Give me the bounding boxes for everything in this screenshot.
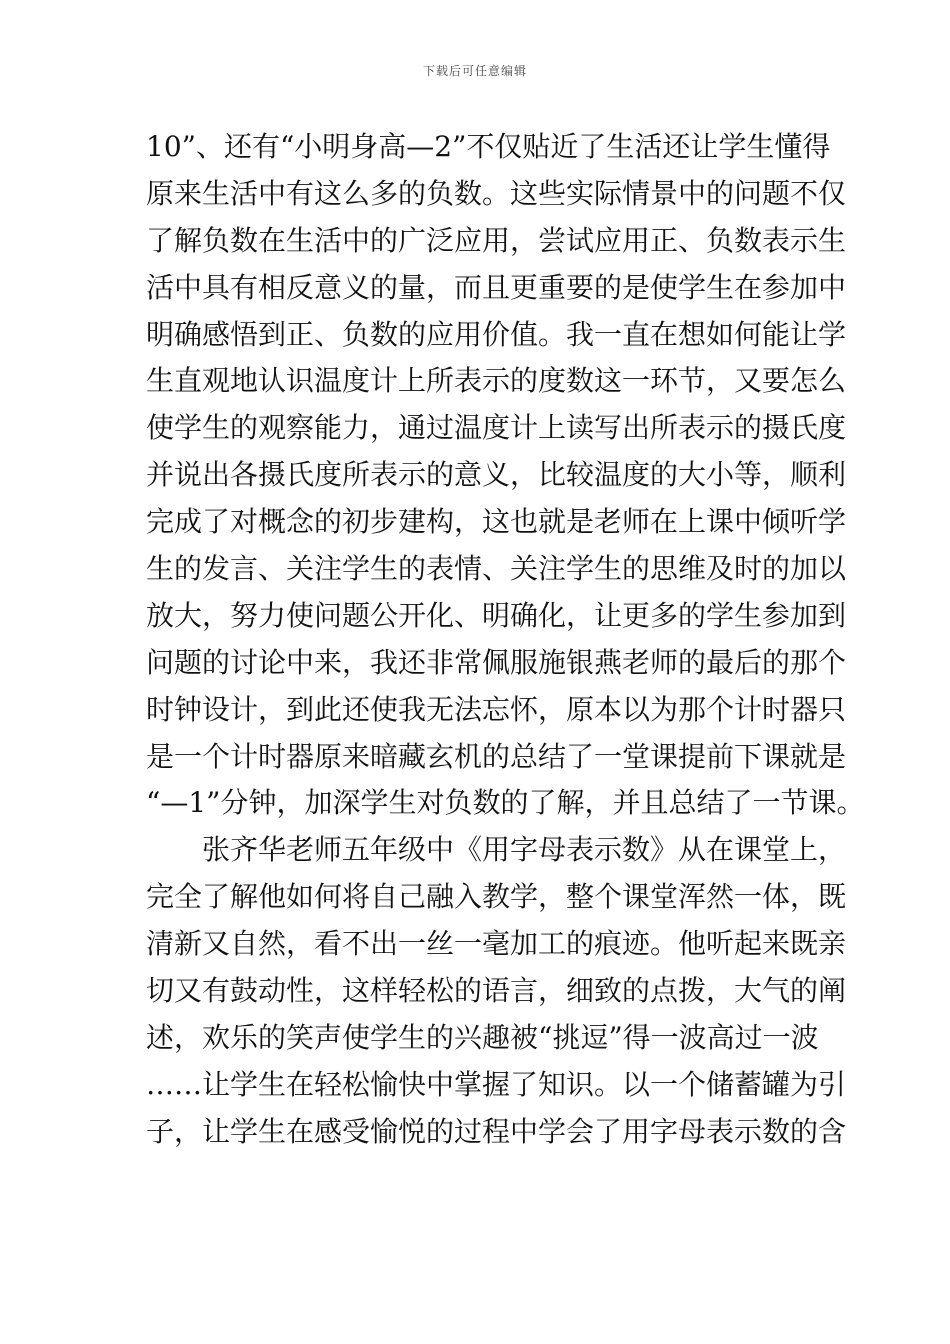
- text-line: 子，让学生在感受愉悦的过程中学会了用字母表示数的含: [146, 1114, 847, 1148]
- text-line: 活中具有相反意义的量，而且更重要的是使学生在参加中: [146, 270, 847, 304]
- text-line: 并说出各摄氏度所表示的意义，比较温度的大小等，顺利: [146, 458, 847, 492]
- text-line: ……让学生在轻松愉快中掌握了知识。以一个储蓄罐为引: [146, 1067, 847, 1101]
- text-line: 明确感悟到正、负数的应用价值。我一直在想如何能让学: [146, 317, 847, 351]
- text-line: 切又有鼓动性，这样轻松的语言，细致的点拨，大气的阐: [146, 974, 847, 1008]
- document-body: [146, 124, 865, 1156]
- text-line: 放大，努力使问题公开化、明确化，让更多的学生参加到: [146, 598, 847, 632]
- text-line: 清新又自然，看不出一丝一毫加工的痕迹。他听起来既亲: [146, 927, 847, 961]
- text-line: 了解负数在生活中的广泛应用，尝试应用正、负数表示生: [146, 223, 847, 257]
- text-line: 述，欢乐的笑声使学生的兴趣被“挑逗”得一波高过一波: [146, 1020, 819, 1054]
- text-line: 10”、还有“小明身高—2”不仅贴近了生活还让学生懂得: [146, 130, 831, 163]
- text-line: 问题的讨论中来，我还非常佩服施银燕老师的最后的那个: [146, 645, 847, 679]
- text-line: 时钟设计，到此还使我无法忘怀，原本以为那个计时器只: [146, 692, 847, 726]
- text-line: 使学生的观察能力，通过温度计上读写出所表示的摄氏度: [146, 411, 847, 445]
- page-header: 下载后可任意编辑: [422, 64, 527, 78]
- text-line: “—1”分钟，加深学生对负数的了解，并且总结了一节课。: [146, 786, 865, 820]
- text-line: 生的发言、关注学生的表情、关注学生的思维及时的加以: [146, 552, 847, 586]
- text-line: 原来生活中有这么多的负数。这些实际情景中的问题不仅: [146, 176, 847, 210]
- text-line: 完成了对概念的初步建构，这也就是老师在上课中倾听学: [146, 505, 847, 539]
- paragraph-start-line: 张齐华老师五年级中《用字母表示数》从在课堂上，: [202, 833, 847, 867]
- text-line: 完全了解他如何将自己融入教学，整个课堂浑然一体，既: [146, 880, 847, 914]
- text-line: 生直观地认识温度计上所表示的度数这一环节，又要怎么: [146, 364, 847, 398]
- text-line: 是一个计时器原来暗藏玄机的总结了一堂课提前下课就是: [146, 739, 847, 773]
